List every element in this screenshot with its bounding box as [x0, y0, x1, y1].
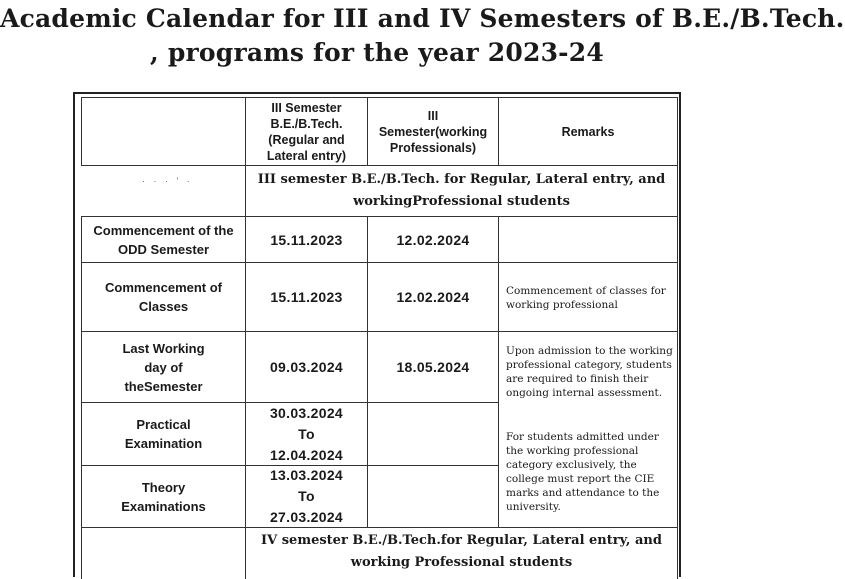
row4-to: 12.04.2024 — [269, 446, 344, 463]
header-cell-empty — [81, 97, 246, 166]
row5-regular-range — [245, 465, 368, 528]
row5-to-word: To — [298, 488, 315, 504]
row1-working-date: 12.02.2024 — [396, 231, 470, 248]
row1-regular-date: 15.11.2023 — [270, 231, 343, 248]
row5-event: Theory Examinations — [121, 479, 206, 514]
row4-regular-range — [245, 402, 368, 466]
row2-remark: Commencement of classes for working professional — [506, 285, 666, 311]
row3-regular-date: 09.03.2024 — [269, 359, 344, 375]
row2-regular-date: 15.11.2023 — [270, 289, 343, 305]
section-iii-heading: III semester B.E./B.Tech. for Regular, Lateral entry, and workingProfessional students — [257, 172, 666, 209]
row1-event: Commencement of the ODD Semester — [93, 222, 234, 257]
title-line-1: Academic Calendar for III and IV Semesters of B.E./B.Tech. — [0, 4, 845, 33]
row4-event: Practical Examination — [124, 417, 203, 451]
row4-from: 30.03.2024 — [269, 404, 344, 421]
header-remarks: Remarks — [561, 124, 615, 139]
row2-working-date: 12.02.2024 — [396, 289, 470, 305]
merged-remark-p2: For students admitted under the working professional category exclusively, the college must report the CIE marks and attendance to the university. — [506, 431, 660, 513]
section-iv-blank — [81, 527, 246, 579]
scan-noise: · · · ' · — [142, 176, 193, 186]
row1-remark-cell — [498, 216, 678, 263]
row4-to-word: To — [298, 425, 315, 442]
page-title — [0, 2, 845, 70]
row5-working-cell — [367, 465, 499, 528]
row3-event: Last Working day of theSemester — [122, 340, 205, 394]
calendar-table — [73, 92, 681, 577]
section-iii-blank — [81, 165, 246, 217]
row2-event: Commencement of Classes — [104, 280, 223, 314]
row5-from: 13.03.2024 — [269, 467, 344, 483]
row3-working-date: 18.05.2024 — [396, 359, 470, 375]
row5-to: 27.03.2024 — [269, 509, 344, 525]
header-working: III Semester(working Professionals) — [378, 108, 488, 155]
title-line-2: , programs for the year 2023-24 — [150, 38, 604, 67]
header-regular: III Semester B.E./B.Tech. (Regular and Lateral entry) — [266, 100, 347, 163]
section-iv-heading: IV semester B.E./B.Tech.for Regular, Lateral entry, and working Professional students — [261, 533, 662, 570]
merged-remark-p1: Upon admission to the working professional category, students are required to finish their ongoing internal assessment. — [506, 345, 673, 399]
row4-working-cell — [367, 402, 499, 466]
